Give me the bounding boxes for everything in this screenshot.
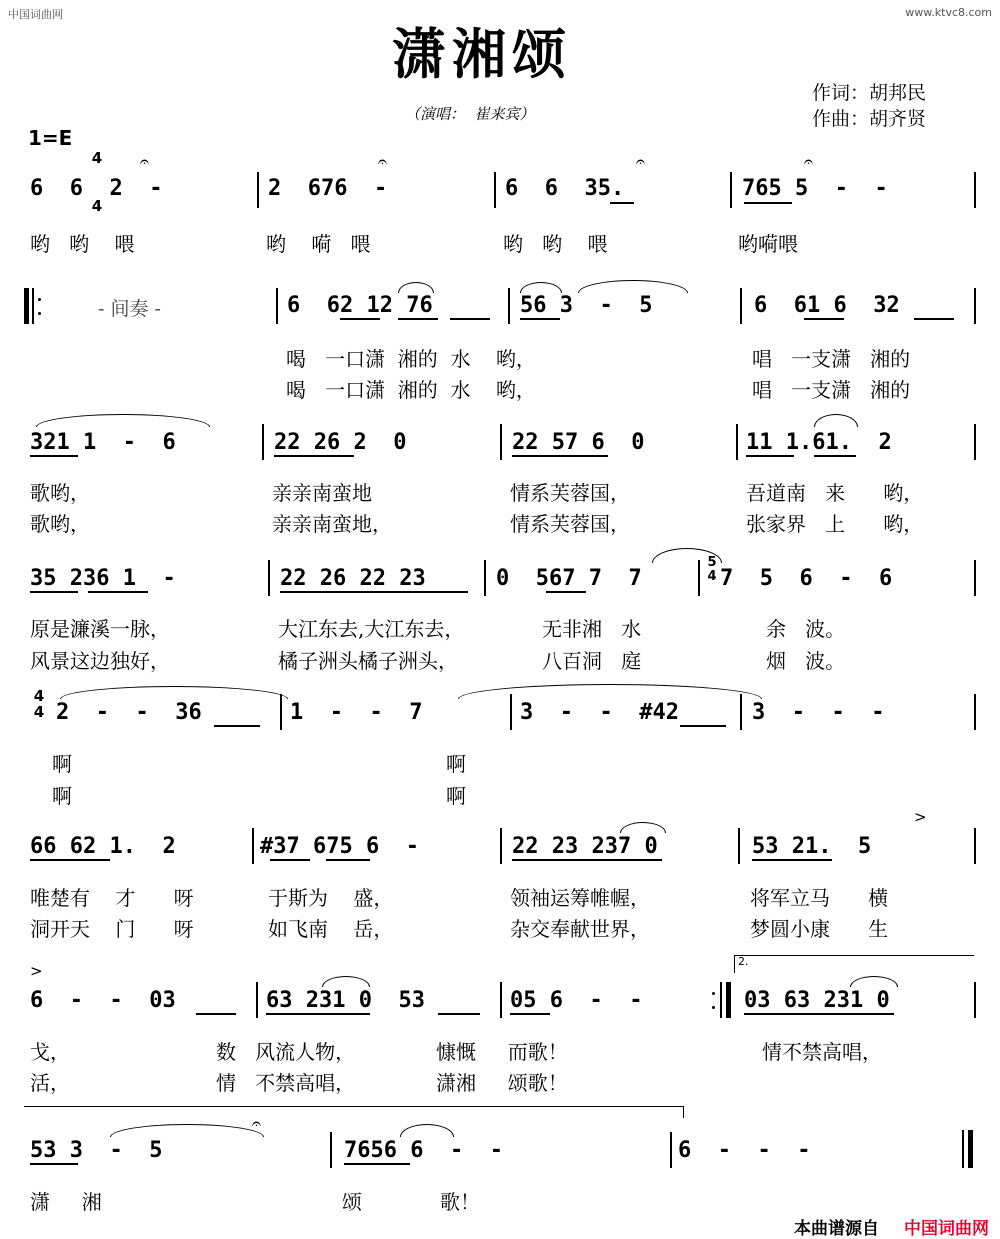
composer-credit: 作曲：胡齐贤 <box>812 108 927 130</box>
measure-notes: 2 - - 36 <box>56 700 202 725</box>
fermata-icon: 𝄐 <box>252 1114 261 1133</box>
underline <box>520 318 560 320</box>
underline <box>752 859 832 861</box>
measure-notes: 11 1.61. 2 <box>746 430 892 455</box>
barline <box>262 424 264 460</box>
measure-notes: 05 6 - - <box>510 988 643 1013</box>
underline <box>214 725 260 727</box>
footer-brand: 中国词曲网 <box>904 1219 989 1239</box>
lyric-line: 领袖运筹帷幄， <box>510 886 650 910</box>
lyric-line: 哟 哟 喂 <box>503 232 608 256</box>
barline <box>252 828 254 864</box>
lyric-line: 八百洞 庭 <box>542 649 642 673</box>
slur <box>850 976 898 987</box>
slur <box>620 822 666 833</box>
underline <box>438 1013 480 1015</box>
lyric-line: 戈， <box>30 1040 70 1064</box>
slur <box>400 1124 454 1137</box>
barline <box>974 694 976 730</box>
underline <box>196 1013 236 1015</box>
barline <box>738 828 740 864</box>
lyric-line: 喝 一口潇 湘的 水 哟， <box>286 378 536 402</box>
underline <box>610 202 634 204</box>
underline <box>30 591 78 593</box>
barline <box>974 172 976 208</box>
lyric-line: 烟 波。 <box>766 649 846 673</box>
barline <box>974 424 976 460</box>
lyric-line: 无非湘 水 <box>542 617 642 641</box>
barline <box>974 828 976 864</box>
measure-notes: 22 26 22 23 <box>280 566 426 591</box>
lyric-line: 情 不禁高唱， <box>216 1071 356 1095</box>
slur <box>652 548 722 563</box>
lyric-line: 如飞南 岳， <box>268 917 394 941</box>
measure-notes: 3 - - - <box>752 700 885 725</box>
lyric-line: 歌哟， <box>30 481 90 505</box>
barline <box>280 694 282 730</box>
barline <box>256 982 258 1018</box>
lyric-line: 啊 <box>52 784 72 808</box>
watermark-left: 中国词曲网 <box>8 8 63 21</box>
underline <box>88 591 148 593</box>
underline <box>280 591 468 593</box>
fermata-icon: 𝄐 <box>804 152 813 171</box>
barline <box>494 172 496 208</box>
repeat-dot <box>712 992 715 995</box>
measure-notes: 0 567 7 7 <box>496 566 642 591</box>
barline <box>730 172 732 208</box>
underline <box>914 318 954 320</box>
measure-notes: 66 62 1. 2 <box>30 834 176 859</box>
measure-notes: 22 23 237 0 <box>512 834 658 859</box>
lyric-line: 喝 一口潇 湘的 水 哟， <box>286 347 536 371</box>
measure-notes: 6 62 12 76 <box>287 293 433 318</box>
slur <box>814 414 858 427</box>
measure-notes: 6 6 2 - <box>30 176 163 201</box>
lyric-line: 唯楚有 才 呀 <box>30 886 194 910</box>
lyric-line: 数 风流人物， <box>216 1040 356 1064</box>
lyric-line: 橘子洲头橘子洲头， <box>278 649 458 673</box>
lyric-line: 吾道南 来 哟， <box>746 481 924 505</box>
slur <box>110 1124 264 1137</box>
measure-notes: 6 61 6 32 <box>754 293 900 318</box>
barline <box>257 172 259 208</box>
watermark-right: www.ktvc8.com <box>905 6 992 19</box>
lyric-line: 亲亲南蛮地， <box>272 512 392 536</box>
lyric-line: 洞开天 门 呀 <box>30 917 194 941</box>
underline <box>326 859 370 861</box>
lyric-line: 哟嗬喂 <box>738 232 798 256</box>
underline <box>814 455 856 457</box>
underline <box>30 859 110 861</box>
final-barline <box>962 1130 964 1168</box>
lyric-line: 于斯为 盛， <box>268 886 394 910</box>
measure-notes: #37 675 6 - <box>260 834 419 859</box>
key-signature: 1=E <box>28 126 73 150</box>
barline <box>500 828 502 864</box>
barline <box>484 560 486 596</box>
lyric-line: 啊 <box>52 752 72 776</box>
underline <box>512 859 662 861</box>
barline <box>740 288 742 324</box>
slur <box>578 280 688 293</box>
barline <box>330 1132 332 1168</box>
page-title: 潇湘颂 <box>392 22 572 86</box>
slur <box>520 282 562 293</box>
time-change: 5 4 <box>707 555 717 584</box>
measure-notes: 2 676 - <box>268 176 388 201</box>
underline <box>398 318 438 320</box>
barline <box>500 982 502 1018</box>
slur <box>36 414 210 427</box>
barline <box>974 560 976 596</box>
barline <box>276 288 278 324</box>
barline <box>500 424 502 460</box>
barline <box>736 424 738 460</box>
underline <box>344 1163 410 1165</box>
measure-notes: 321 1 - 6 <box>30 430 176 455</box>
barline <box>32 288 34 324</box>
barline <box>974 982 976 1018</box>
slur <box>458 684 762 699</box>
lyric-line: 潇 湘 <box>30 1190 102 1214</box>
lyric-line: 歌！ <box>440 1190 480 1214</box>
measure-notes: 53 21. 5 <box>752 834 872 859</box>
measure-notes: 3 - - #42 <box>520 700 679 725</box>
accent-icon: > <box>30 962 43 980</box>
final-barline <box>968 1130 973 1168</box>
barline <box>268 560 270 596</box>
repeat-end-barline <box>726 982 731 1018</box>
measure-notes: 53 3 - 5 <box>30 1138 163 1163</box>
fermata-icon: 𝄐 <box>140 152 149 171</box>
singer-credit: （演唱： 崔来宾） <box>405 105 535 123</box>
lyric-line: 梦圆小康 生 <box>750 917 889 941</box>
footer-source: 本曲谱源自 <box>794 1219 879 1239</box>
lyric-line: 啊 <box>446 784 466 808</box>
lyric-line: 活， <box>30 1071 70 1095</box>
lyric-line: 颂 <box>342 1190 362 1214</box>
underline <box>266 1013 370 1015</box>
repeat-dot <box>712 1006 715 1009</box>
measure-notes: 7 5 6 - 6 <box>720 566 893 591</box>
lyric-line: 杂交奉献世界， <box>510 917 650 941</box>
underline <box>340 318 380 320</box>
fermata-icon: 𝄐 <box>636 152 645 171</box>
lyricist-credit: 作词：胡邦民 <box>812 82 927 104</box>
lyric-line: 唱 一支潇 湘的 <box>752 347 911 371</box>
underline <box>30 455 78 457</box>
bracket-line <box>683 1106 684 1118</box>
measure-notes: 22 26 2 0 <box>274 430 407 455</box>
lyric-line: 情系芙蓉国， <box>510 512 630 536</box>
measure-notes: 6 - - - <box>678 1138 811 1163</box>
barline <box>974 288 976 324</box>
underline <box>680 725 726 727</box>
time-signature <box>90 118 104 230</box>
barline <box>740 694 742 730</box>
measure-notes: 63 231 0 53 <box>266 988 425 1013</box>
lyric-line: 情系芙蓉国， <box>510 481 630 505</box>
underline <box>510 1013 550 1015</box>
underline <box>274 455 354 457</box>
volta-bracket <box>734 955 974 956</box>
underline <box>744 1013 894 1015</box>
lyric-line: 张家界 上 哟， <box>746 512 924 536</box>
slur <box>60 686 288 699</box>
underline <box>30 1163 78 1165</box>
underline <box>804 318 844 320</box>
measure-notes: 7656 6 - - <box>344 1138 503 1163</box>
lyric-line: 风景这边独好， <box>30 649 170 673</box>
barline <box>510 694 512 730</box>
underline <box>546 591 586 593</box>
measure-notes: 1 - - 7 <box>290 700 423 725</box>
measure-notes: 03 63 231 0 <box>744 988 890 1013</box>
measure-notes: 6 - - 03 <box>30 988 176 1013</box>
lyric-line: 余 波。 <box>766 617 846 641</box>
lyric-line: 情不禁高唱， <box>762 1040 882 1064</box>
lyric-line: 唱 一支潇 湘的 <box>752 378 911 402</box>
lyric-line: 潇湘 颂歌！ <box>436 1071 568 1095</box>
lyric-line: 歌哟， <box>30 512 90 536</box>
barline <box>508 288 510 324</box>
barline <box>670 1132 672 1168</box>
underline <box>744 202 792 204</box>
accent-icon: > <box>914 808 927 826</box>
lyric-line: 啊 <box>446 752 466 776</box>
time-change: 4 4 <box>33 687 45 721</box>
volta-bracket <box>734 955 735 973</box>
time-sig-top: 4 <box>91 149 103 167</box>
lyric-line: 亲亲南蛮地 <box>272 481 372 505</box>
underline <box>512 455 608 457</box>
interlude-label: - 间奏 - <box>98 298 161 320</box>
slur <box>322 976 370 987</box>
slur <box>398 282 434 293</box>
time-sig-bottom: 4 <box>91 197 103 215</box>
underline <box>746 455 794 457</box>
fermata-icon: 𝄐 <box>378 152 387 171</box>
bracket-line <box>24 1106 684 1107</box>
barline <box>698 560 700 596</box>
repeat-dot <box>38 312 41 315</box>
repeat-end-barline <box>720 982 722 1018</box>
lyric-line: 慷慨 而歌！ <box>436 1040 568 1064</box>
lyric-line: 将军立马 横 <box>750 886 889 910</box>
repeat-start-barline <box>24 288 29 324</box>
repeat-dot <box>38 298 41 301</box>
measure-notes: 56 3 - 5 <box>520 293 653 318</box>
lyric-line: 哟 嗬 喂 <box>266 232 371 256</box>
lyric-line: 哟 哟 喂 <box>30 232 135 256</box>
measure-notes: 35 236 1 - <box>30 566 176 591</box>
underline <box>270 859 310 861</box>
measure-notes: 765 5 - - <box>742 176 888 201</box>
measure-notes: 6 6 35. <box>505 176 625 201</box>
lyric-line: 大江东去,大江东去， <box>278 617 465 641</box>
measure-notes: 22 57 6 0 <box>512 430 645 455</box>
volta-label: 2. <box>738 955 749 968</box>
underline <box>450 318 490 320</box>
lyric-line: 原是濂溪一脉， <box>30 617 170 641</box>
